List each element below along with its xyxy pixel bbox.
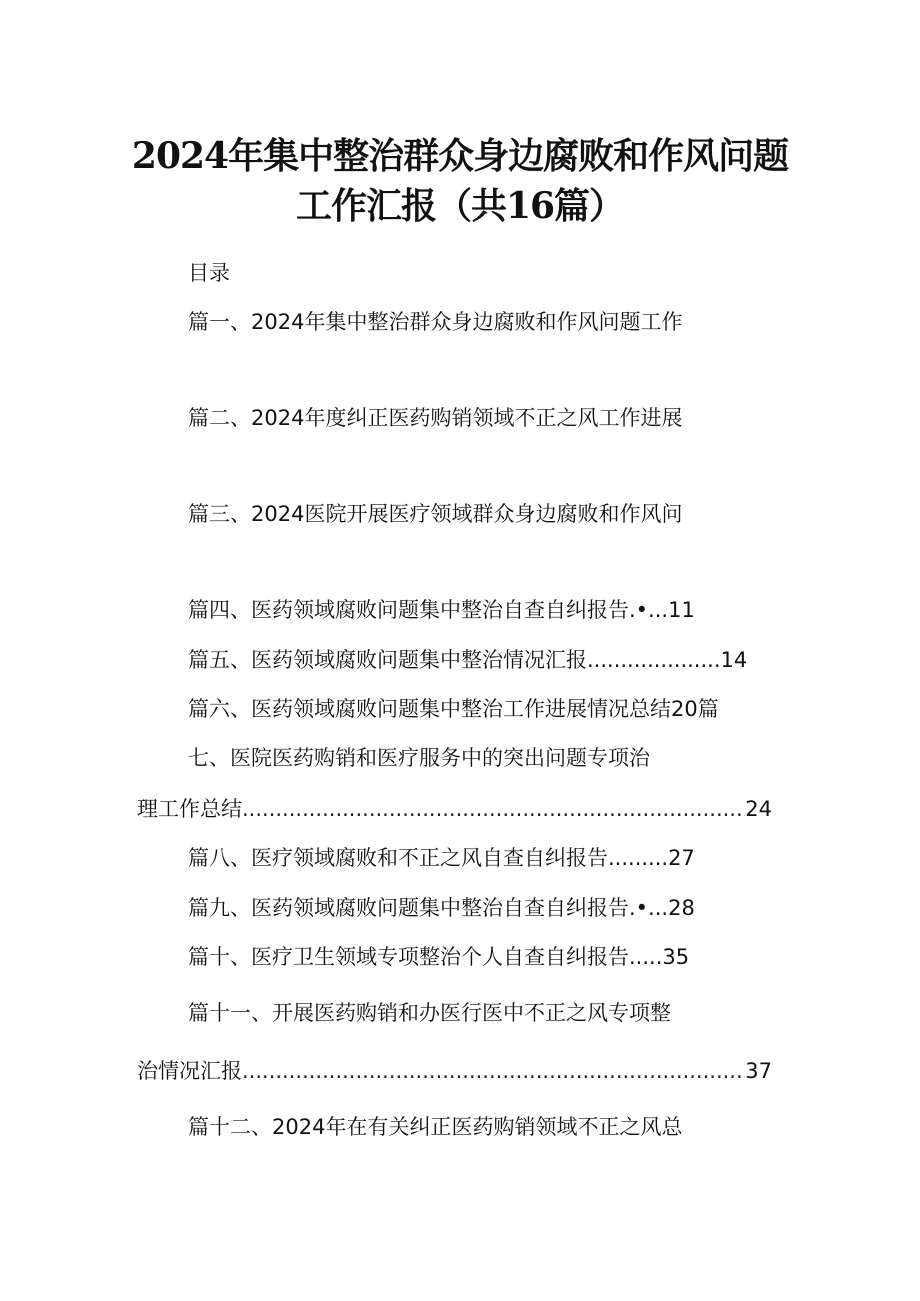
toc-entry-11: 篇十一、开展医药购销和办医行医中不正之风专项整 (188, 1001, 671, 1025)
dot-leader (242, 1056, 745, 1086)
toc-entry-1: 篇一、2024年集中整治群众身边腐败和作风问题工作 (188, 310, 683, 334)
toc-entry-8: 篇八、医疗领域腐败和不正之风自查自纠报告.........27 (188, 846, 695, 870)
toc-entry-6: 篇六、医药领域腐败问题集中整治工作进展情况总结20篇 (188, 697, 719, 721)
toc-page-number: 24 (745, 797, 772, 821)
toc-heading: 目录 (188, 261, 230, 285)
toc-entry-3: 篇三、2024医院开展医疗领域群众身边腐败和作风问 (188, 502, 683, 526)
toc-entry-2: 篇二、2024年度纠正医药购销领域不正之风工作进展 (188, 406, 683, 430)
toc-entry-5: 篇五、医药领域腐败问题集中整治情况汇报....................14 (188, 648, 748, 672)
toc-entry-4: 篇四、医药领域腐败问题集中整治自查自纠报告.•...11 (188, 598, 695, 622)
dot-leader (242, 794, 745, 824)
toc-entry-9: 篇九、医药领域腐败问题集中整治自查自纠报告.•...28 (188, 896, 695, 920)
toc-page-number: 37 (745, 1059, 772, 1083)
toc-continuation-text: 理工作总结 (137, 797, 242, 821)
document-title-line-2: 工作汇报（共16篇） (295, 185, 625, 227)
toc-entry-7: 七、医院医药购销和医疗服务中的突出问题专项治 (188, 746, 650, 770)
toc-entry-12: 篇十二、2024年在有关纠正医药购销领域不正之风总 (188, 1115, 683, 1139)
toc-continuation-text: 治情况汇报 (137, 1059, 242, 1083)
document-title-line-1: 2024年集中整治群众身边腐败和作风问题 (131, 135, 789, 177)
toc-entry-11-continuation (137, 1056, 772, 1086)
toc-entry-7-continuation (137, 794, 772, 824)
toc-entry-10: 篇十、医疗卫生领域专项整治个人自查自纠报告.....35 (188, 945, 690, 969)
